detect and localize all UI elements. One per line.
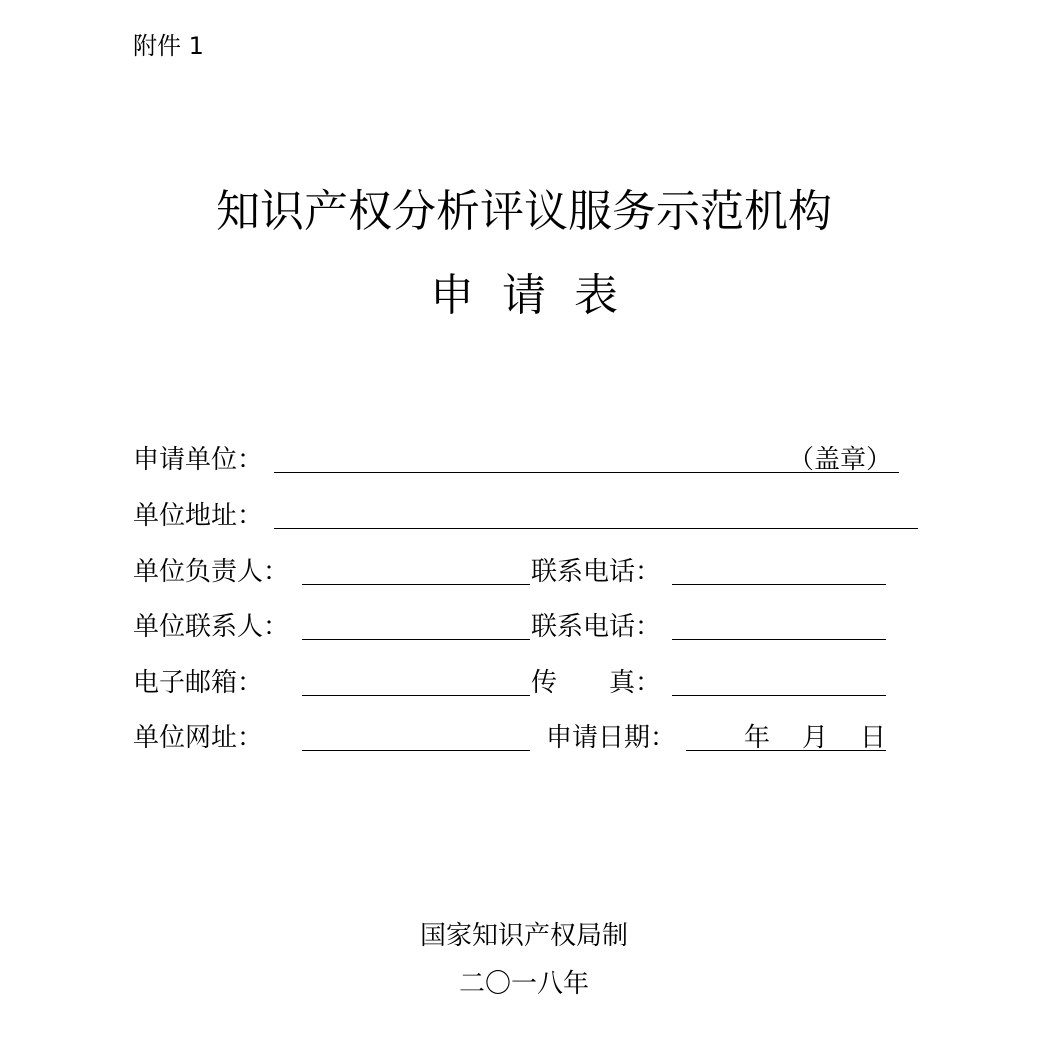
fax-field[interactable] (672, 695, 886, 696)
contact-field[interactable] (302, 639, 530, 640)
responsible-label: 单位负责人： (133, 557, 290, 587)
address-label: 单位地址： (133, 501, 264, 531)
stamp-label: （盖章） (788, 445, 893, 475)
responsible-phone-field[interactable] (672, 584, 886, 585)
website-label: 单位网址： (133, 723, 264, 753)
contact-phone-label: 联系电话： (531, 612, 662, 642)
date-field[interactable] (686, 750, 886, 751)
email-field[interactable] (302, 695, 530, 696)
form-title: 知识产权分析评议服务示范机构 (216, 186, 832, 237)
issue-year-label: 二〇一八年 (458, 969, 589, 999)
form-subtitle: 申请表 (430, 270, 646, 321)
date-year-label: 年 (744, 723, 771, 753)
contact-phone-field[interactable] (672, 639, 886, 640)
address-field[interactable] (274, 528, 918, 529)
responsible-field[interactable] (302, 584, 530, 585)
website-field[interactable] (302, 750, 530, 751)
date-month-label: 月 (802, 723, 829, 753)
fax-label: 传 真： (531, 668, 662, 698)
date-day-label: 日 (860, 723, 887, 753)
attachment-label: 附件 1 (133, 32, 204, 60)
applicant-label: 申请单位： (133, 445, 264, 475)
contact-label: 单位联系人： (133, 612, 290, 642)
date-label: 申请日期： (546, 723, 677, 753)
issuer-label: 国家知识产权局制 (419, 921, 628, 951)
email-label: 电子邮箱： (133, 668, 264, 698)
responsible-phone-label: 联系电话： (531, 557, 662, 587)
